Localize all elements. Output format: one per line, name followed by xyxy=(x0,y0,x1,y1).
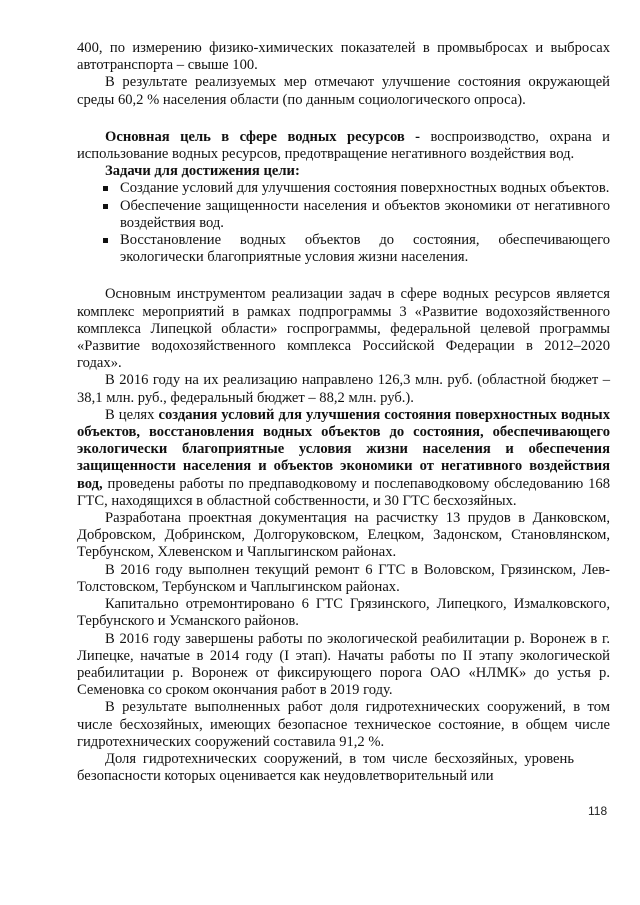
p5-start: В целях xyxy=(105,406,159,423)
task-text: Обеспечение защищенности населения и объектов экономики от негативного воздействия вод. xyxy=(120,197,610,231)
paragraph-main-instrument: Основным инструментом реализации задач в сфере водных ресурсов является комплекс мероприятий в рамках подпрограммы 3 «Развитие водохозяйственного комплекса Липецкой области» госпрограммы, федеральной целевой программы «Развитие водохозяйственного комплекса Российской Федерации в 2012–2020 годах». xyxy=(77,286,610,372)
task-text: Создание условий для улучшения состояния поверхностных водных объектов. xyxy=(120,180,610,197)
bullet-icon xyxy=(103,186,108,191)
list-item xyxy=(103,198,610,232)
paragraph-survey-result: В результате реализуемых мер отмечают улучшение состояния окружающей среды 60,2 % населения области (по данным социологического опроса). xyxy=(77,74,610,108)
paragraph-works-performed xyxy=(77,407,610,510)
paragraph-pond-cleaning: Разработана проектная документация на расчистку 13 прудов в Данковском, Добровском, Добринском, Долгоруковском, Елецком, Задонском, Становлянском, Тербунском, Хлевенском и Чаплыгинском районах. xyxy=(77,510,610,561)
paragraph-capital-repair: Капитально отремонтировано 6 ГТС Грязинского, Липецкого, Измалковского, Тербунского и Усманского районов. xyxy=(77,596,610,630)
tasks-list xyxy=(77,180,610,266)
goal-heading: Основная цель в сфере водных ресурсов - xyxy=(105,128,421,145)
document-page xyxy=(77,40,610,785)
tasks-heading-text: Задачи для достижения цели: xyxy=(105,163,300,180)
page-number: 118 xyxy=(588,804,608,818)
paragraph-water-goal xyxy=(77,129,610,163)
paragraph-safety-share: В результате выполненных работ доля гидротехнических сооружений, в том числе бесхозяйных, имеющих безопасное техническое состояние, в общем числе гидротехнических сооружений составила 91,2 %. xyxy=(77,699,610,750)
goal-text: воспроизводство, охрана и использование водных ресурсов, предотвращение негативного воздействия вод. xyxy=(77,128,610,163)
paragraph-current-repair: В 2016 году выполнен текущий ремонт 6 ГТС в Воловском, Грязинском, Лев-Толстовском, Тербунском и Чаплыгинском районах. xyxy=(77,561,610,595)
paragraph-funding: В 2016 году на их реализацию направлено 126,3 млн. руб. (областной бюджет – 38,1 млн. руб., федеральный бюджет – 88,2 млн. руб.). xyxy=(77,372,610,406)
p5-end: проведены работы по предпаводковому и послепаводковому обследованию 168 ГТС, находящихся в областной собственности, и 30 ГТС бесхозяйных. xyxy=(77,475,610,509)
list-item xyxy=(103,232,610,266)
paragraph-unsafe-share: Доля гидротехнических сооружений, в том числе бесхозяйных, уровень безопасности которых оценивается как неудовлетворительный или xyxy=(77,750,574,785)
bullet-icon xyxy=(103,204,108,209)
tasks-heading xyxy=(77,163,610,180)
paragraph-voronezh-rehabilitation: В 2016 году завершены работы по экологической реабилитации р. Воронеж в г. Липецке, начатые в 2014 году (I этап). Начаты работы по II этапу экологической реабилитации р. Воронеж от фиксирующего порога ОАО «НЛМК» до устья р. Семеновка со сроком окончания работ в 2019 году. xyxy=(77,630,610,699)
list-item xyxy=(103,180,610,197)
paragraph-pollution-measurements: 400, по измерению физико-химических показателей в промвыбросах и выбросах автотранспорта – свыше 100. xyxy=(77,40,610,74)
p5-bold: создания условий для улучшения состояния поверхностных водных объектов, восстановления водных объектов до состояния, обеспечивающего экологически благоприятные условия жизни населения и обеспечения защищенности населения и объектов экономики от негативного воздействия вод, xyxy=(77,406,610,492)
task-text: Восстановление водных объектов до состояния, обеспечивающего экологически благоприятные условия жизни населения. xyxy=(120,232,610,266)
bullet-icon xyxy=(103,238,108,243)
